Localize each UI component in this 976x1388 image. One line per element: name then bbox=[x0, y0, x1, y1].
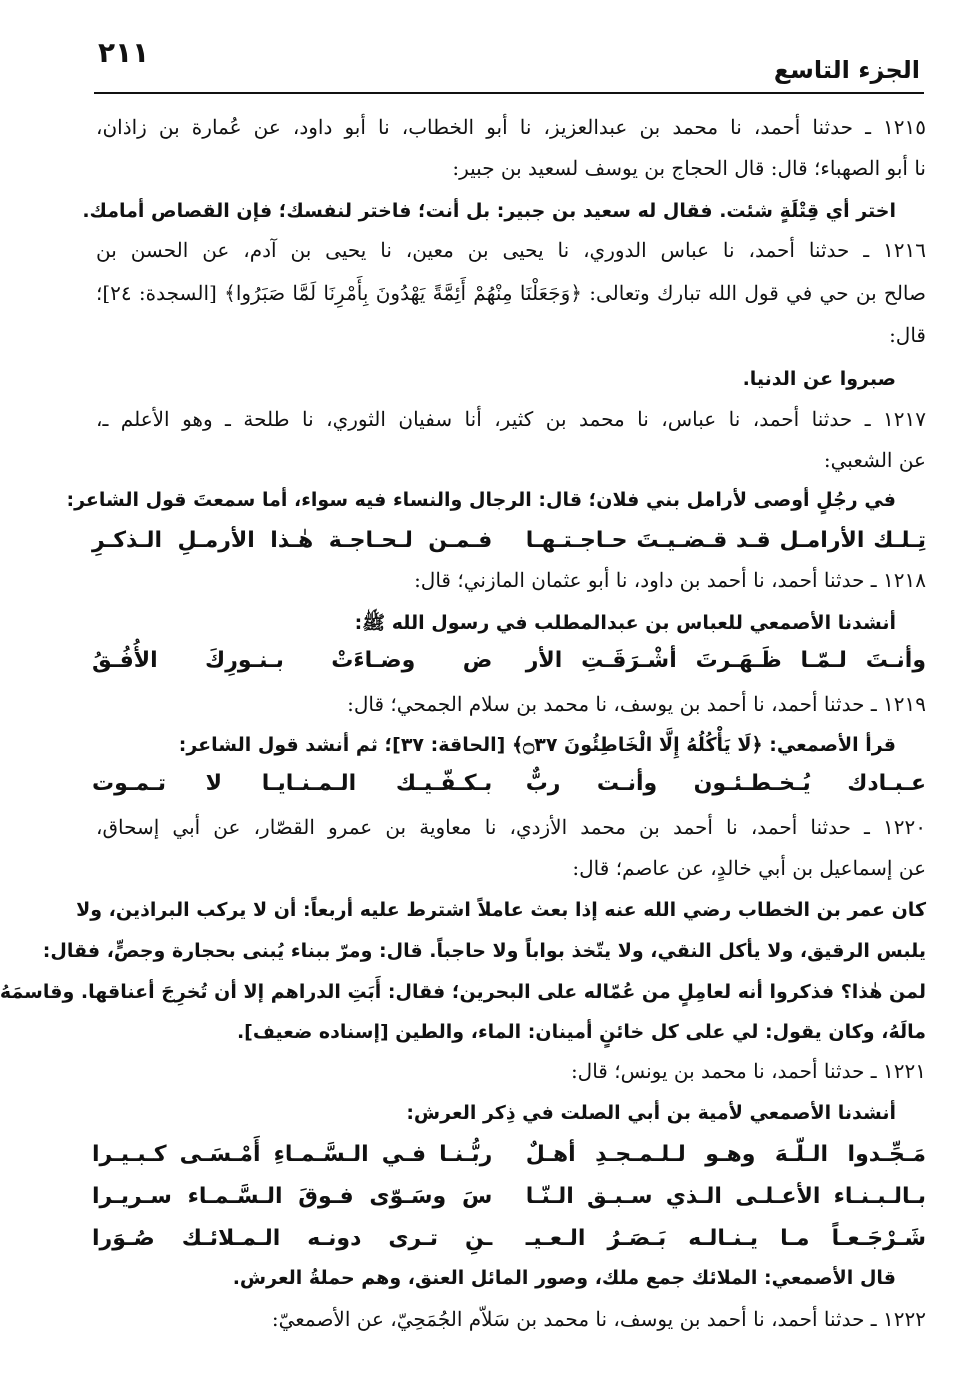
running-head: الجزء التاسع bbox=[773, 56, 920, 84]
hadith-1217-line-1: ١٢١٧ ـ حدثنا أحمد، نا عباس، نا محمد بن كثير، أنا سفيان الثوري، نا طلحة ـ وهو الأعلم ـ، bbox=[96, 407, 926, 431]
verse-4 bbox=[92, 1135, 926, 1175]
hadith-1215-line-2: نا أبو الصهباء؛ قال: قال الحجاج بن يوسف لسعيد بن جبير: bbox=[452, 156, 926, 180]
hadith-1220-line-1: ١٢٢٠ ـ حدثنا أحمد، نا أحمد بن محمد الأزدي، نا معاوية بن عمرو القصّار، عن أبي إسحاق، bbox=[96, 815, 926, 839]
hadith-1215-line-1: ١٢١٥ ـ حدثنا أحمد، نا محمد بن عبدالعزيز، نا أبو الخطاب، نا أبو داود، عن عُمارة بن زاذان، bbox=[96, 115, 926, 139]
hadith-1221-commentary: قال الأصمعي: الملائك جمع ملك، وصور المائل العنق، وهم حملةُ العرش. bbox=[232, 1267, 896, 1289]
hadith-1222-line-1: ١٢٢٢ ـ حدثنا أحمد، نا أحمد بن يوسف، نا محمد بن سَلاّم الجُمَحِيّ، عن الأصمعيّ: bbox=[271, 1307, 926, 1331]
hadith-1219-text: قرأ الأصمعي: ﴿لَا يَأْكُلُهُ إِلَّا الْخَاطِئُونَ ۝٣٧﴾ [الحاقة: ٣٧]؛ ثم أنشد قول الشاعر: bbox=[178, 734, 896, 756]
page-header bbox=[94, 30, 924, 94]
verse-6 bbox=[92, 1219, 926, 1259]
hadith-1216-line-1: ١٢١٦ ـ حدثنا أحمد، نا عباس الدوري، نا يحيى بن معين، نا يحيى بن آدم، عن الحسن بن bbox=[96, 238, 926, 262]
hadith-1219-line-1: ١٢١٩ ـ حدثنا أحمد، نا أحمد بن يوسف، نا محمد بن سلام الجمحي؛ قال: bbox=[347, 692, 926, 716]
verse-4-second-hemistich: ربُّـنـا فـي الـسَّـمـاءِ أَمْـسَـى كـبـيـرا bbox=[92, 1142, 493, 1167]
verse-6-second-hemistich: ـنِ تـرى دونـه الـمـلائـك صُـوَرا bbox=[92, 1226, 493, 1251]
page-number: ٢١١ bbox=[98, 36, 150, 69]
verse-6-first-hemistich: شَـرْجَـعـاً مـا يـنـالـه بَـصَـرُ الـعـيـ bbox=[525, 1226, 926, 1251]
verse-1-first-hemistich: تِـلـك الأرامـل قـد قـضـيـتَ حـاجـتـهـا bbox=[525, 528, 926, 553]
hadith-1218-line-1: ١٢١٨ ـ حدثنا أحمد، نا أحمد بن داود، نا أبو عثمان المازني؛ قال: bbox=[414, 568, 926, 592]
verse-5 bbox=[92, 1177, 926, 1217]
verse-3 bbox=[92, 764, 926, 804]
hadith-1217-text: في رجُلٍ أوصى لأرامل بني فلان؛ قال: الرجال والنساء فيه سواء، أما سمعتَ قول الشاعر: bbox=[66, 489, 896, 511]
verse-5-second-hemistich: سَ وسَـوّى فـوقَ الـسَّـمـاء سـريـرا bbox=[92, 1184, 493, 1209]
verse-5-first-hemistich: بـالـبـنـاء الأعـلـى الـذي سـبـق الـنّـا bbox=[525, 1184, 926, 1209]
verse-1-second-hemistich: فـمـن لـحـاجـة هٰـذا الأرمـلِ الـذكـرِ bbox=[92, 528, 493, 553]
hadith-1220-line-2: عن إسماعيل بن أبي خالدٍ، عن عاصم؛ قال: bbox=[572, 856, 926, 880]
hadith-1216-line-3: قال: bbox=[889, 323, 926, 347]
verse-4-first-hemistich: مَـجِّـدوا الـلّـهَ وهـو لـلـمـجـدِ أهـلٌ bbox=[525, 1142, 926, 1167]
verse-2-second-hemistich: ض وضـاءَتْ بـنـورِكَ الأُفُـقُ bbox=[92, 648, 493, 673]
hadith-1221-line-1: ١٢٢١ ـ حدثنا أحمد، نا محمد بن يونس؛ قال: bbox=[570, 1059, 926, 1083]
hadith-1217-line-2: عن الشعبي: bbox=[823, 448, 926, 472]
verse-3-second-hemistich: بـكـفّـيـك الـمـنـايـا لا تـمـوت bbox=[92, 771, 493, 796]
hadith-1216-text: صبروا عن الدنيا. bbox=[742, 368, 896, 390]
hadith-1220-text-2: يلبس الرقيق، ولا يأكل النقي، ولا يتّخذ بواباً ولا حاجباً. قال: ومرّ ببناء يُبنى بحجارة وجصٍّ، فقال: bbox=[42, 940, 926, 962]
verse-3-first-hemistich: عـبـادك يُـخـطـئـون وأنـت ربٌّ bbox=[525, 771, 926, 796]
hadith-1218-text: أنشدنا الأصمعي للعباس بن عبدالمطلب في رسول الله ﷺ: bbox=[354, 612, 896, 634]
hadith-1216-line-2: صالح بن حي في قول الله تبارك وتعالى: ﴿وَجَعَلْنَا مِنْهُمْ أَئِمَّةً يَهْدُونَ بِأَمْرِنَا لَمَّا صَبَرُوا﴾ [السجدة: ٢٤]؛ bbox=[96, 281, 926, 305]
verse-2-first-hemistich: وأنـتَ لـمّـا ظَـهَـرتَ أشْـرَقَـتِ الأر bbox=[525, 648, 926, 673]
hadith-1220-text-3: لمن هٰذا؟ فذكروا أنه لعامِلٍ من عُمّاله على البحرين؛ فقال: أَبَتِ الدراهم إلا أن تُخرِجَ أعناقها. وقاسمَهُ bbox=[0, 981, 926, 1003]
hadith-1221-text: أنشدنا الأصمعي لأمية بن أبي الصلت في ذِكر العرش: bbox=[406, 1102, 896, 1124]
verse-2 bbox=[92, 641, 926, 681]
hadith-1215-text: اختر أي قِتْلَةٍ شئت. فقال له سعيد بن جبير: بل أنت؛ فاختر لنفسك؛ فإن القصاص أمامك. bbox=[82, 200, 896, 222]
hadith-1220-text-1: كان عمر بن الخطاب رضي الله عنه إذا بعث عاملاً اشترط عليه أربعاً: أن لا يركب البراذين، ولا bbox=[76, 899, 926, 921]
hadith-1220-text-4: مالَهُ، وكان يقول: لي على كل خائنٍ أمينان: الماء، والطين [إسناده ضعيف]. bbox=[236, 1021, 926, 1043]
verse-1 bbox=[92, 521, 926, 561]
